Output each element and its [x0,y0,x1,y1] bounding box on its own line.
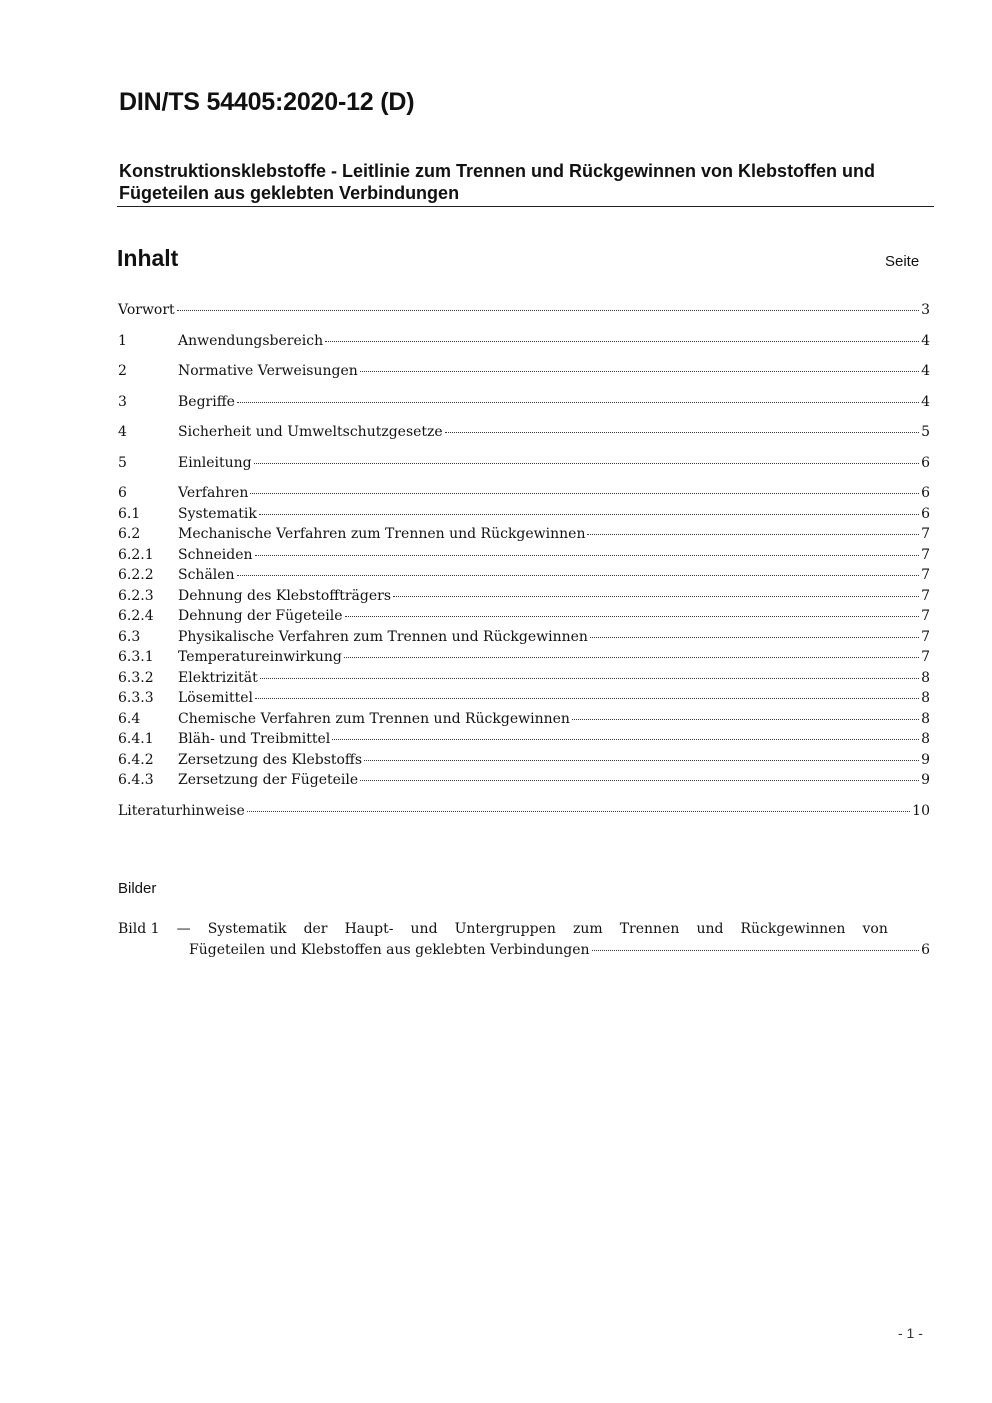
toc-entry-title: Dehnung der Fügeteile [178,608,343,624]
toc-entry-number: 4 [118,424,127,440]
toc-entry[interactable] [118,731,930,752]
dot-leader [445,422,919,433]
figure-title-word: zum [572,921,603,937]
dot-leader [260,668,919,679]
toc-entry-title: Bläh- und Treibmittel [178,731,331,747]
table-of-contents [118,302,930,823]
dot-leader [250,483,919,494]
toc-entry-page: 8 [921,669,930,686]
toc-entry-title: Schneiden [178,546,253,563]
toc-entry[interactable] [118,547,930,568]
figure-title-line2: Fügeteilen und Klebstoffen aus geklebten Verbindungen [189,942,590,958]
dot-leader [344,647,919,658]
toc-entry-number: 6.3.3 [118,690,154,706]
toc-entry-number: 3 [118,393,127,410]
dot-leader [237,392,919,403]
toc-entry-title: Literaturhinweise [118,802,245,819]
dot-leader [360,770,919,781]
dot-leader [237,565,920,576]
figure-separator: — [176,921,191,937]
document-id: DIN/TS 54405:2020-12 (D) [119,88,415,116]
toc-entry[interactable] [118,526,930,547]
toc-entry-page: 3 [921,302,930,318]
toc-entry-number: 6.2.1 [118,546,154,563]
dot-leader [590,627,919,638]
toc-entry-number: 6.2.3 [118,587,154,604]
dot-leader [345,606,920,617]
toc-entry-number: 6.2.4 [118,608,154,624]
toc-entry-number: 6.4.3 [118,772,154,788]
toc-entry[interactable] [118,670,930,691]
toc-entry-page: 6 [921,505,930,522]
dot-leader [393,586,919,597]
toc-entry-title: Physikalische Verfahren zum Trennen und Rückgewinnen [178,628,588,645]
toc-entry[interactable] [118,567,930,588]
figure-title-word: und [410,921,438,937]
figure-list-entry[interactable] [118,919,930,961]
figure-title-word: Trennen [619,921,680,937]
toc-entry-title: Dehnung des Klebstoffträgers [178,587,392,604]
toc-entry[interactable] [118,588,930,609]
toc-entry-page: 4 [921,363,930,379]
dot-leader [587,524,919,535]
toc-entry-page: 4 [921,332,930,349]
toc-entry-number: 6.4 [118,710,141,727]
toc-entry-number: 6.4.2 [118,751,154,768]
figure-entry-line2 [118,940,930,961]
toc-entry-title: Normative Verweisungen [178,363,358,379]
figure-title-word: Haupt- [344,921,394,937]
toc-entry[interactable] [118,772,930,793]
toc-entry-number: 6.3.1 [118,649,154,665]
toc-entry[interactable] [118,608,930,629]
toc-entry-page: 7 [921,546,930,563]
toc-entry-number: 5 [118,454,127,471]
toc-entry-title: Zersetzung des Klebstoffs [178,751,363,768]
dot-leader [247,801,910,812]
toc-entry-number: 6 [118,485,127,501]
toc-entry-title: Zersetzung der Fügeteile [178,772,359,788]
toc-entry[interactable] [118,333,930,354]
toc-entry-page: 7 [921,649,930,665]
toc-entry-page: 6 [921,485,930,501]
toc-entry[interactable] [118,629,930,650]
toc-entry-title: Chemische Verfahren zum Trennen und Rückgewinnen [178,710,570,727]
toc-entry-page: 8 [921,690,930,706]
toc-entry[interactable] [118,649,930,670]
page-column-label: Seite [885,253,920,270]
toc-entry-title: Elektrizität [178,669,258,686]
toc-entry-title: Systematik [178,505,257,522]
toc-entry-page: 7 [921,567,930,583]
toc-entry-title: Anwendungsbereich [178,332,324,349]
figure-title-word: von [862,921,888,937]
toc-entry-title: Begriffe [178,393,235,410]
toc-entry-page: 5 [921,424,930,440]
toc-entry[interactable] [118,690,930,711]
figure-label: Bild 1 [118,921,160,937]
toc-entry[interactable] [118,485,930,506]
figures-heading: Bilder [118,880,157,897]
toc-entry-title: Vorwort [118,302,175,318]
toc-entry-number: 6.2.2 [118,567,154,583]
toc-entry-number: 6.2 [118,526,141,542]
document-title: Konstruktionsklebstoffe - Leitlinie zum Trennen und Rückgewinnen von Klebstoffen und Fügeteilen aus geklebten Verbindungen [119,161,876,203]
dot-leader [177,300,919,311]
dot-leader [325,331,919,342]
toc-entry-title: Temperatureinwirkung [178,649,342,665]
figure-title-word: der [303,921,328,937]
toc-entry-page: 7 [921,587,930,604]
dot-leader [332,729,919,740]
dot-leader [360,361,919,372]
toc-entry-number: 1 [118,332,127,349]
toc-entry[interactable] [118,363,930,384]
toc-entry-number: 6.3.2 [118,669,154,686]
toc-entry-page: 7 [921,526,930,542]
figure-entry-line1 [118,919,888,940]
toc-entry[interactable] [118,302,930,323]
toc-entry[interactable] [118,711,930,732]
dot-leader [255,688,919,699]
toc-entry-page: 7 [921,608,930,624]
figure-title-word: Systematik [207,921,287,937]
toc-entry-page: 6 [921,454,930,471]
toc-entry-title: Einleitung [178,454,252,471]
toc-entry-title: Mechanische Verfahren zum Trennen und Rückgewinnen [178,526,586,542]
dot-leader [572,709,919,720]
toc-entry-page: 7 [921,628,930,645]
dot-leader [259,504,919,515]
toc-entry-title: Verfahren [178,485,249,501]
figure-title-word: Rückgewinnen [740,921,846,937]
toc-entry[interactable] [118,455,930,476]
toc-entry-page: 8 [921,710,930,727]
toc-heading: Inhalt [117,245,179,271]
dot-leader [255,545,920,556]
toc-entry-page: 9 [921,751,930,768]
dot-leader [592,940,920,951]
dot-leader [364,750,919,761]
toc-entry-page: 8 [921,731,930,747]
toc-entry-number: 6.4.1 [118,731,154,747]
figure-title-word: Untergruppen [454,921,556,937]
toc-entry-page: 9 [921,772,930,788]
toc-entry-title: Schälen [178,567,235,583]
toc-entry-page: 10 [912,802,930,819]
toc-entry-title: Sicherheit und Umweltschutzgesetze [178,424,443,440]
toc-entry-page: 4 [921,393,930,410]
toc-entry-title: Lösemittel [178,690,253,706]
page-number: - 1 - [898,1325,923,1341]
toc-entry-number: 6.3 [118,628,141,645]
figure-title-word: und [696,921,724,937]
toc-entry-number: 6.1 [118,505,141,522]
toc-entry[interactable] [118,424,930,445]
figure-page: 6 [921,942,930,958]
toc-entry[interactable] [118,506,930,527]
toc-entry[interactable] [118,803,930,824]
toc-entry-number: 2 [118,363,127,379]
toc-entry[interactable] [118,394,930,415]
dot-leader [254,453,920,464]
title-divider [117,206,934,207]
toc-entry[interactable] [118,752,930,773]
